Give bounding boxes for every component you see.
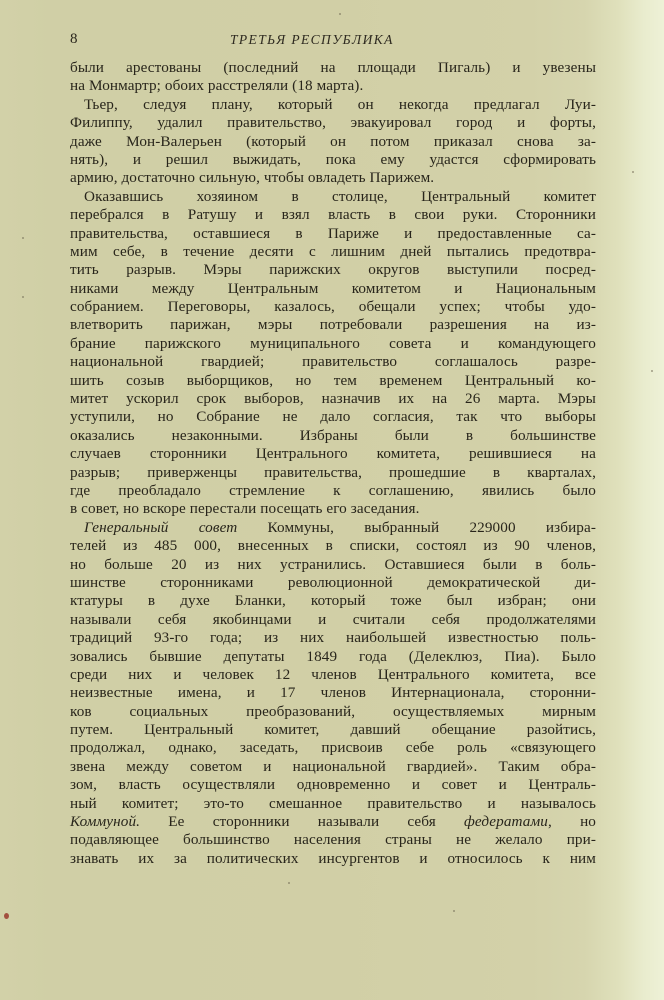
line-text: ный комитет; это-то смешанное правительство и называлось: [70, 794, 596, 812]
line-text: Оказавшись хозяином в столице, Центральный комитет: [84, 187, 596, 205]
scan-speck: [22, 237, 24, 239]
text-line-content: [70, 114, 596, 132]
text-line: [70, 335, 596, 353]
line-text: Коммуны, выбранный 229000 избира-: [237, 518, 596, 536]
scan-speck: [453, 910, 455, 912]
scan-speck: [632, 171, 634, 173]
text-line: [70, 225, 596, 243]
text-line-content: [70, 574, 596, 592]
text-line-content: [70, 280, 596, 298]
text-line: [70, 77, 596, 95]
text-line: [70, 96, 596, 114]
text-line-content: [70, 850, 596, 868]
text-line: [70, 133, 596, 151]
text-line: [70, 611, 596, 629]
scan-speck: [339, 13, 341, 15]
text-line: [70, 427, 596, 445]
text-line-content: [70, 445, 596, 463]
text-line: [70, 206, 596, 224]
running-title: ТРЕТЬЯ РЕСПУБЛИКА: [230, 32, 394, 47]
line-text: Филиппу, удалил правительство, эвакуировал город и форты,: [70, 114, 596, 132]
text-line-content: [70, 335, 596, 353]
text-line: [70, 666, 596, 684]
body-text: [70, 59, 596, 868]
text-line-content: [70, 77, 596, 95]
text-line-content: [70, 261, 596, 279]
italic-term: Генеральный совет: [84, 518, 238, 536]
text-line-content: [70, 592, 596, 610]
scan-speck: [288, 882, 290, 884]
line-text: шить созыв выборщиков, но тем временем Центральный ко-: [70, 371, 596, 389]
text-line: [70, 629, 596, 647]
line-text: митет ускорил срок выборов, назначив их на 26 марта. Мэры: [70, 390, 596, 408]
text-line: [70, 464, 596, 482]
line-text: называли себя якобинцами и считали себя продолжателями: [70, 610, 596, 628]
line-text: ктатуры в духе Бланки, который тоже был избран; они: [70, 592, 596, 610]
text-line: [70, 261, 596, 279]
text-line-content: [70, 482, 596, 500]
text-line-content: [70, 739, 596, 757]
text-line-content: [70, 408, 596, 426]
text-line-content: [70, 464, 596, 482]
line-text: неизвестные имена, и 17 членов Интернационала, сторонни-: [70, 684, 596, 702]
text-line: [70, 574, 596, 592]
text-line-content: [70, 556, 596, 574]
line-text: даже Мон-Валерьен (который он потом приказал снова за-: [70, 132, 596, 150]
text-line: [70, 831, 596, 849]
line-text: где преобладало стремление к соглашению, явились было: [70, 481, 596, 499]
text-line-content: [70, 537, 596, 555]
line-text: брание парижского муниципального совета и командующего: [70, 334, 596, 352]
text-line: [70, 408, 596, 426]
line-text: нять), и решил выжидать, пока ему удастся сформировать: [70, 150, 596, 168]
text-line: [70, 353, 596, 371]
scan-speck: [4, 913, 9, 919]
text-line-content: [70, 298, 596, 316]
text-line-content: [70, 776, 596, 794]
line-text: шинстве сторонниками революционной демократической ди-: [70, 573, 596, 591]
text-line: [70, 776, 596, 794]
text-line-content: [70, 721, 596, 739]
text-line-content: [70, 629, 596, 647]
text-line: [70, 813, 596, 831]
text-line: [70, 188, 596, 206]
line-text: в совет, но вскоре перестали посещать его заседания.: [70, 500, 420, 518]
text-line: [70, 703, 596, 721]
text-line: [70, 537, 596, 555]
line-text: , но: [547, 813, 596, 831]
text-line: [70, 316, 596, 334]
line-text: перебрался в Ратушу и взял власть в свои руки. Сторонники: [70, 206, 596, 224]
text-line-content: [70, 353, 596, 371]
text-line-content: [70, 813, 596, 831]
text-line: [70, 298, 596, 316]
line-text: путем. Центральный комитет, давший обещание разойтись,: [70, 721, 596, 739]
text-line-content: [70, 133, 596, 151]
text-line-content: [70, 611, 596, 629]
text-line-content: [70, 703, 596, 721]
line-text: правительства, оставшиеся в Париже и предоставленные са-: [70, 224, 596, 242]
text-line-content: [70, 831, 596, 849]
text-line-content: [70, 151, 596, 169]
line-text: но больше 20 из них устранились. Оставшиеся были в боль-: [70, 555, 596, 573]
line-text: Тьер, следуя плану, который он некогда предлагал Луи-: [84, 95, 596, 113]
line-text: случаев сторонники Центрального комитета, решившиеся на: [70, 445, 596, 463]
text-line: [70, 721, 596, 739]
text-line: [70, 739, 596, 757]
text-line: [70, 390, 596, 408]
line-text: собранием. Переговоры, казалось, обещали успех; чтобы удо-: [70, 298, 596, 316]
text-line: [70, 758, 596, 776]
text-line-content: [84, 96, 596, 114]
text-line: [70, 500, 596, 518]
text-line: [70, 372, 596, 390]
text-line: [70, 151, 596, 169]
line-text: зовались бывшие депутаты 1849 года (Делеклюз, Пиа). Было: [70, 647, 596, 665]
text-line: [70, 648, 596, 666]
italic-term: Коммуной.: [70, 813, 141, 831]
text-line-content: [70, 372, 596, 390]
text-line-content: [70, 500, 596, 518]
scan-speck: [22, 296, 24, 298]
text-line-content: [70, 206, 596, 224]
line-text: национальной гвардией; правительство соглашалось разре-: [70, 353, 596, 371]
line-text: ков социальных преобразований, осуществляемых мирным: [70, 702, 596, 720]
text-line-content: [70, 59, 596, 77]
text-line-content: [70, 316, 596, 334]
text-line-content: [70, 795, 596, 813]
text-line: [70, 445, 596, 463]
text-line-content: [70, 666, 596, 684]
text-line: [70, 850, 596, 868]
line-text: знавать их за политических инсургентов и относилось к ним: [70, 849, 596, 867]
italic-term: федератами: [463, 813, 548, 831]
line-text: влетворить парижан, мэры потребовали разрешения на из-: [70, 316, 596, 334]
line-text: были арестованы (последний на площади Пигаль) и увезены: [70, 59, 596, 76]
line-text: разрыв; приверженцы правительства, прошедшие в кварталах,: [70, 463, 596, 481]
line-text: телей из 485 000, внесенных в списки, состоял из 90 членов,: [70, 537, 596, 555]
text-line: [70, 795, 596, 813]
line-text: мим себе, в течение десяти с лишним дней пытались предотвра-: [70, 242, 596, 260]
line-text: Ее сторонники называли себя: [140, 813, 464, 831]
text-line: [70, 59, 596, 77]
text-line-content: [70, 390, 596, 408]
text-line-content: [84, 188, 596, 206]
page-number: 8: [70, 31, 78, 47]
text-line: [70, 519, 596, 537]
line-text: армию, достаточно сильную, чтобы овладеть Парижем.: [70, 169, 435, 187]
text-line-content: [84, 519, 596, 537]
line-text: зом, власть осуществляли одновременно и совет и Централь-: [70, 776, 596, 794]
text-line: [70, 556, 596, 574]
line-text: уступили, но Собрание не дало согласия, так что выборы: [70, 408, 596, 426]
text-line: [70, 684, 596, 702]
line-text: традиций 93-го года; из них наибольшей известностью поль-: [70, 629, 596, 647]
text-line-content: [70, 243, 596, 261]
text-line-content: [70, 427, 596, 445]
text-line-content: [70, 684, 596, 702]
text-line-content: [70, 169, 596, 187]
text-line-content: [70, 225, 596, 243]
line-text: никами между Центральным комитетом и Национальным: [70, 279, 596, 297]
page-header: [70, 31, 596, 51]
text-line: [70, 280, 596, 298]
line-text: среди них и человек 12 членов Центрального комитета, все: [70, 665, 596, 683]
line-text: оказались незаконными. Избраны были в большинстве: [70, 426, 596, 444]
line-text: продолжал, однако, заседать, присвоив себе роль «связующего: [70, 739, 596, 757]
scan-speck: [651, 370, 653, 372]
text-line: [70, 114, 596, 132]
line-text: на Монмартр; обоих расстреляли (18 марта).: [70, 77, 364, 95]
line-text: тить разрыв. Мэры парижских округов выступили посред-: [70, 261, 596, 279]
text-line: [70, 243, 596, 261]
text-line-content: [70, 648, 596, 666]
text-line: [70, 482, 596, 500]
text-line: [70, 169, 596, 187]
line-text: подавляющее большинство населения страны не желало при-: [70, 831, 596, 849]
line-text: звена между советом и национальной гвардией». Таким обра-: [70, 757, 596, 775]
text-line: [70, 592, 596, 610]
text-line-content: [70, 758, 596, 776]
